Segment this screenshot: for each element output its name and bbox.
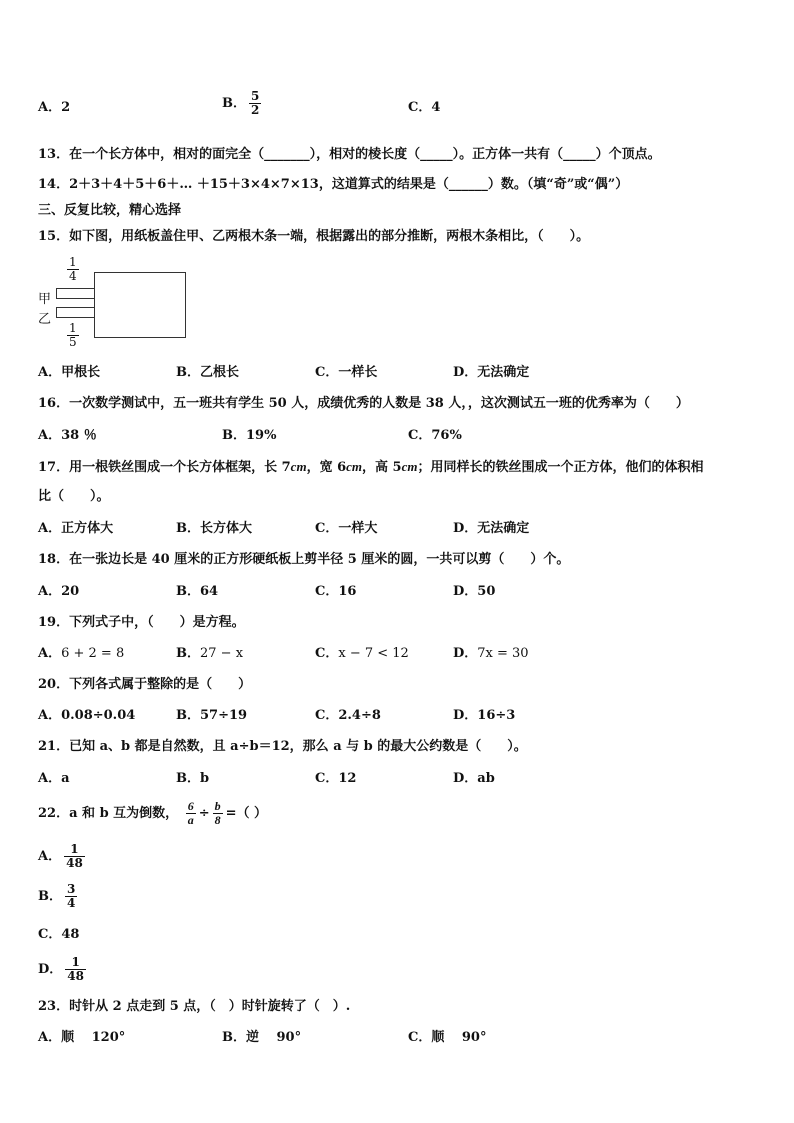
stick-jia — [56, 288, 97, 299]
q22-option-b — [38, 883, 80, 910]
q22-option-d — [38, 956, 89, 983]
fraction — [65, 883, 77, 910]
q15-option-a: A．甲根长 — [38, 365, 101, 380]
q18-stem: 18．在一张边长是 40 厘米的正方形硬纸板上剪半径 5 厘米的圆，一共可以剪（ ）个。 — [38, 552, 570, 567]
q19-stem: 19．下列式子中，（ ）是方程。 — [38, 615, 245, 630]
section-title: 三、反复比较，精心选择 — [38, 203, 182, 218]
q23-option-a: A．顺 120° — [38, 1030, 126, 1045]
q22-part: =（ ） — [225, 806, 268, 821]
fraction-numerator: 1 — [69, 255, 77, 269]
q15-option-b: B．乙根长 — [176, 365, 239, 380]
q22-stem — [38, 800, 267, 827]
fraction-numerator: 1 — [71, 955, 80, 969]
q12-option-c: C．4 — [408, 100, 441, 115]
q12-option-a: A．2 — [38, 100, 71, 115]
q17-option-c: C．一样大 — [315, 521, 378, 536]
q17-option-b: B．长方体大 — [176, 521, 252, 536]
fraction-denominator: a — [187, 813, 194, 827]
q17-part: ，高 5 — [362, 460, 402, 475]
fraction-denominator: 4 — [67, 896, 76, 910]
fraction — [64, 843, 85, 870]
q18-option-c: C．16 — [315, 584, 357, 599]
q16-option-c: C．76% — [408, 428, 462, 443]
q15-stem: 15．如下图，用纸板盖住甲、乙两根木条一端，根据露出的部分推断，两根木条相比，（ ）。 — [38, 229, 590, 244]
unit-cm: cm — [401, 459, 418, 474]
option-label: A． — [38, 646, 62, 661]
fig-fraction-top — [67, 256, 79, 283]
q16-stem: 16．一次数学测试中，五一班共有学生 50 人，成绩优秀的人数是 38 人，，这次测试五一班的优秀率为（ ） — [38, 396, 689, 411]
math-expression: x − 7 < 12 — [338, 646, 409, 661]
q14-stem: 14．2＋3＋4＋5＋6＋… ＋15＋3×4×7×13，这道算式的结果是（______）数。（填“奇”或“偶”） — [38, 177, 629, 192]
option-label: C． — [315, 646, 339, 661]
q15-option-c: C．一样长 — [315, 365, 378, 380]
fraction-numerator: b — [214, 799, 221, 813]
fraction-denominator: 4 — [69, 269, 77, 283]
unit-cm: cm — [346, 459, 363, 474]
cardboard-rectangle — [94, 272, 186, 338]
q16-option-a: A．38 ％ — [38, 428, 97, 443]
q21-option-a: A．a — [38, 771, 70, 786]
fraction-numerator: 6 — [187, 799, 194, 813]
q20-option-b: B．57÷19 — [176, 708, 248, 723]
fraction — [65, 956, 86, 983]
q17-option-d: D．无法确定 — [453, 521, 530, 536]
math-expression: 7x = 30 — [477, 646, 529, 661]
fraction-denominator: 5 — [69, 335, 77, 349]
unit-cm: cm — [290, 459, 307, 474]
q17-part: ；用同样长的铁丝围成一个正方体，他们的体积相 — [417, 460, 704, 475]
q20-option-a: A．0.08÷0.04 — [38, 708, 136, 723]
q21-option-c: C．12 — [315, 771, 357, 786]
q17-stem-line2: 比（ ）。 — [38, 489, 110, 504]
q22-fraction-1 — [186, 800, 196, 827]
math-expression: 6 + 2 = 8 — [61, 646, 125, 661]
q18-option-a: A．20 — [38, 584, 80, 599]
q22-part: 22．a 和 b 互为倒数， — [38, 806, 179, 821]
math-expression: 27 − x — [200, 646, 244, 661]
q15-figure — [36, 256, 196, 356]
fraction-denominator: 48 — [67, 969, 84, 983]
q12-fraction — [249, 90, 261, 117]
q12-option-b-label: B． — [222, 96, 246, 111]
fraction-numerator: 3 — [67, 882, 76, 896]
q23-option-c: C．顺 90° — [408, 1030, 487, 1045]
fraction-denominator: 48 — [66, 856, 83, 870]
fraction-numerator: 1 — [70, 842, 79, 856]
q19-option-a — [38, 646, 124, 662]
q17-stem — [38, 459, 704, 476]
q20-option-c: C．2.4÷8 — [315, 708, 381, 723]
q16-option-b: B．19% — [222, 428, 277, 443]
option-label: B． — [176, 646, 200, 661]
q22-fraction-2 — [213, 800, 223, 827]
q12-option-b — [222, 90, 264, 117]
q22-option-c: C．48 — [38, 927, 80, 942]
q17-part: 17．用一根铁丝围成一个长方体框架，长 7 — [38, 460, 291, 475]
option-label: B． — [38, 889, 62, 904]
fig-fraction-bottom — [67, 322, 79, 349]
q20-option-d: D．16÷3 — [453, 708, 516, 723]
q17-option-a: A．正方体大 — [38, 521, 114, 536]
q15-option-d: D．无法确定 — [453, 365, 530, 380]
q23-stem: 23．时针从 2 点走到 5 点，（ ）时针旋转了（ ）. — [38, 999, 351, 1014]
fraction-denominator: 2 — [251, 103, 260, 117]
fraction-numerator: 5 — [251, 89, 260, 103]
label-jia: 甲 — [38, 292, 52, 307]
q18-option-b: B．64 — [176, 584, 219, 599]
label-yi: 乙 — [38, 312, 52, 327]
option-label: A． — [38, 849, 62, 864]
q21-option-b: B．b — [176, 771, 210, 786]
q20-stem: 20．下列各式属于整除的是（ ） — [38, 677, 252, 692]
q13-stem: 13．在一个长方体中，相对的面完全（_______），相对的棱长度（_____）。正方体一共有（_____）个顶点。 — [38, 147, 661, 162]
fraction-numerator: 1 — [69, 321, 77, 335]
q19-option-c — [315, 646, 409, 662]
q22-option-a — [38, 843, 88, 870]
q19-option-d — [453, 646, 529, 662]
q21-option-d: D．ab — [453, 771, 495, 786]
stick-yi — [56, 307, 97, 318]
q21-stem: 21．已知 a、b 都是自然数，且 a÷b＝12，那么 a 与 b 的最大公约数是（ ）。 — [38, 739, 527, 754]
q17-part: ，宽 6 — [306, 460, 347, 475]
option-label: D． — [38, 962, 63, 977]
q23-option-b: B．逆 90° — [222, 1030, 302, 1045]
divide-sign: ÷ — [198, 806, 210, 821]
fraction-denominator: 8 — [214, 813, 221, 827]
q19-option-b — [176, 646, 243, 662]
q18-option-d: D．50 — [453, 584, 496, 599]
option-label: D． — [453, 646, 478, 661]
